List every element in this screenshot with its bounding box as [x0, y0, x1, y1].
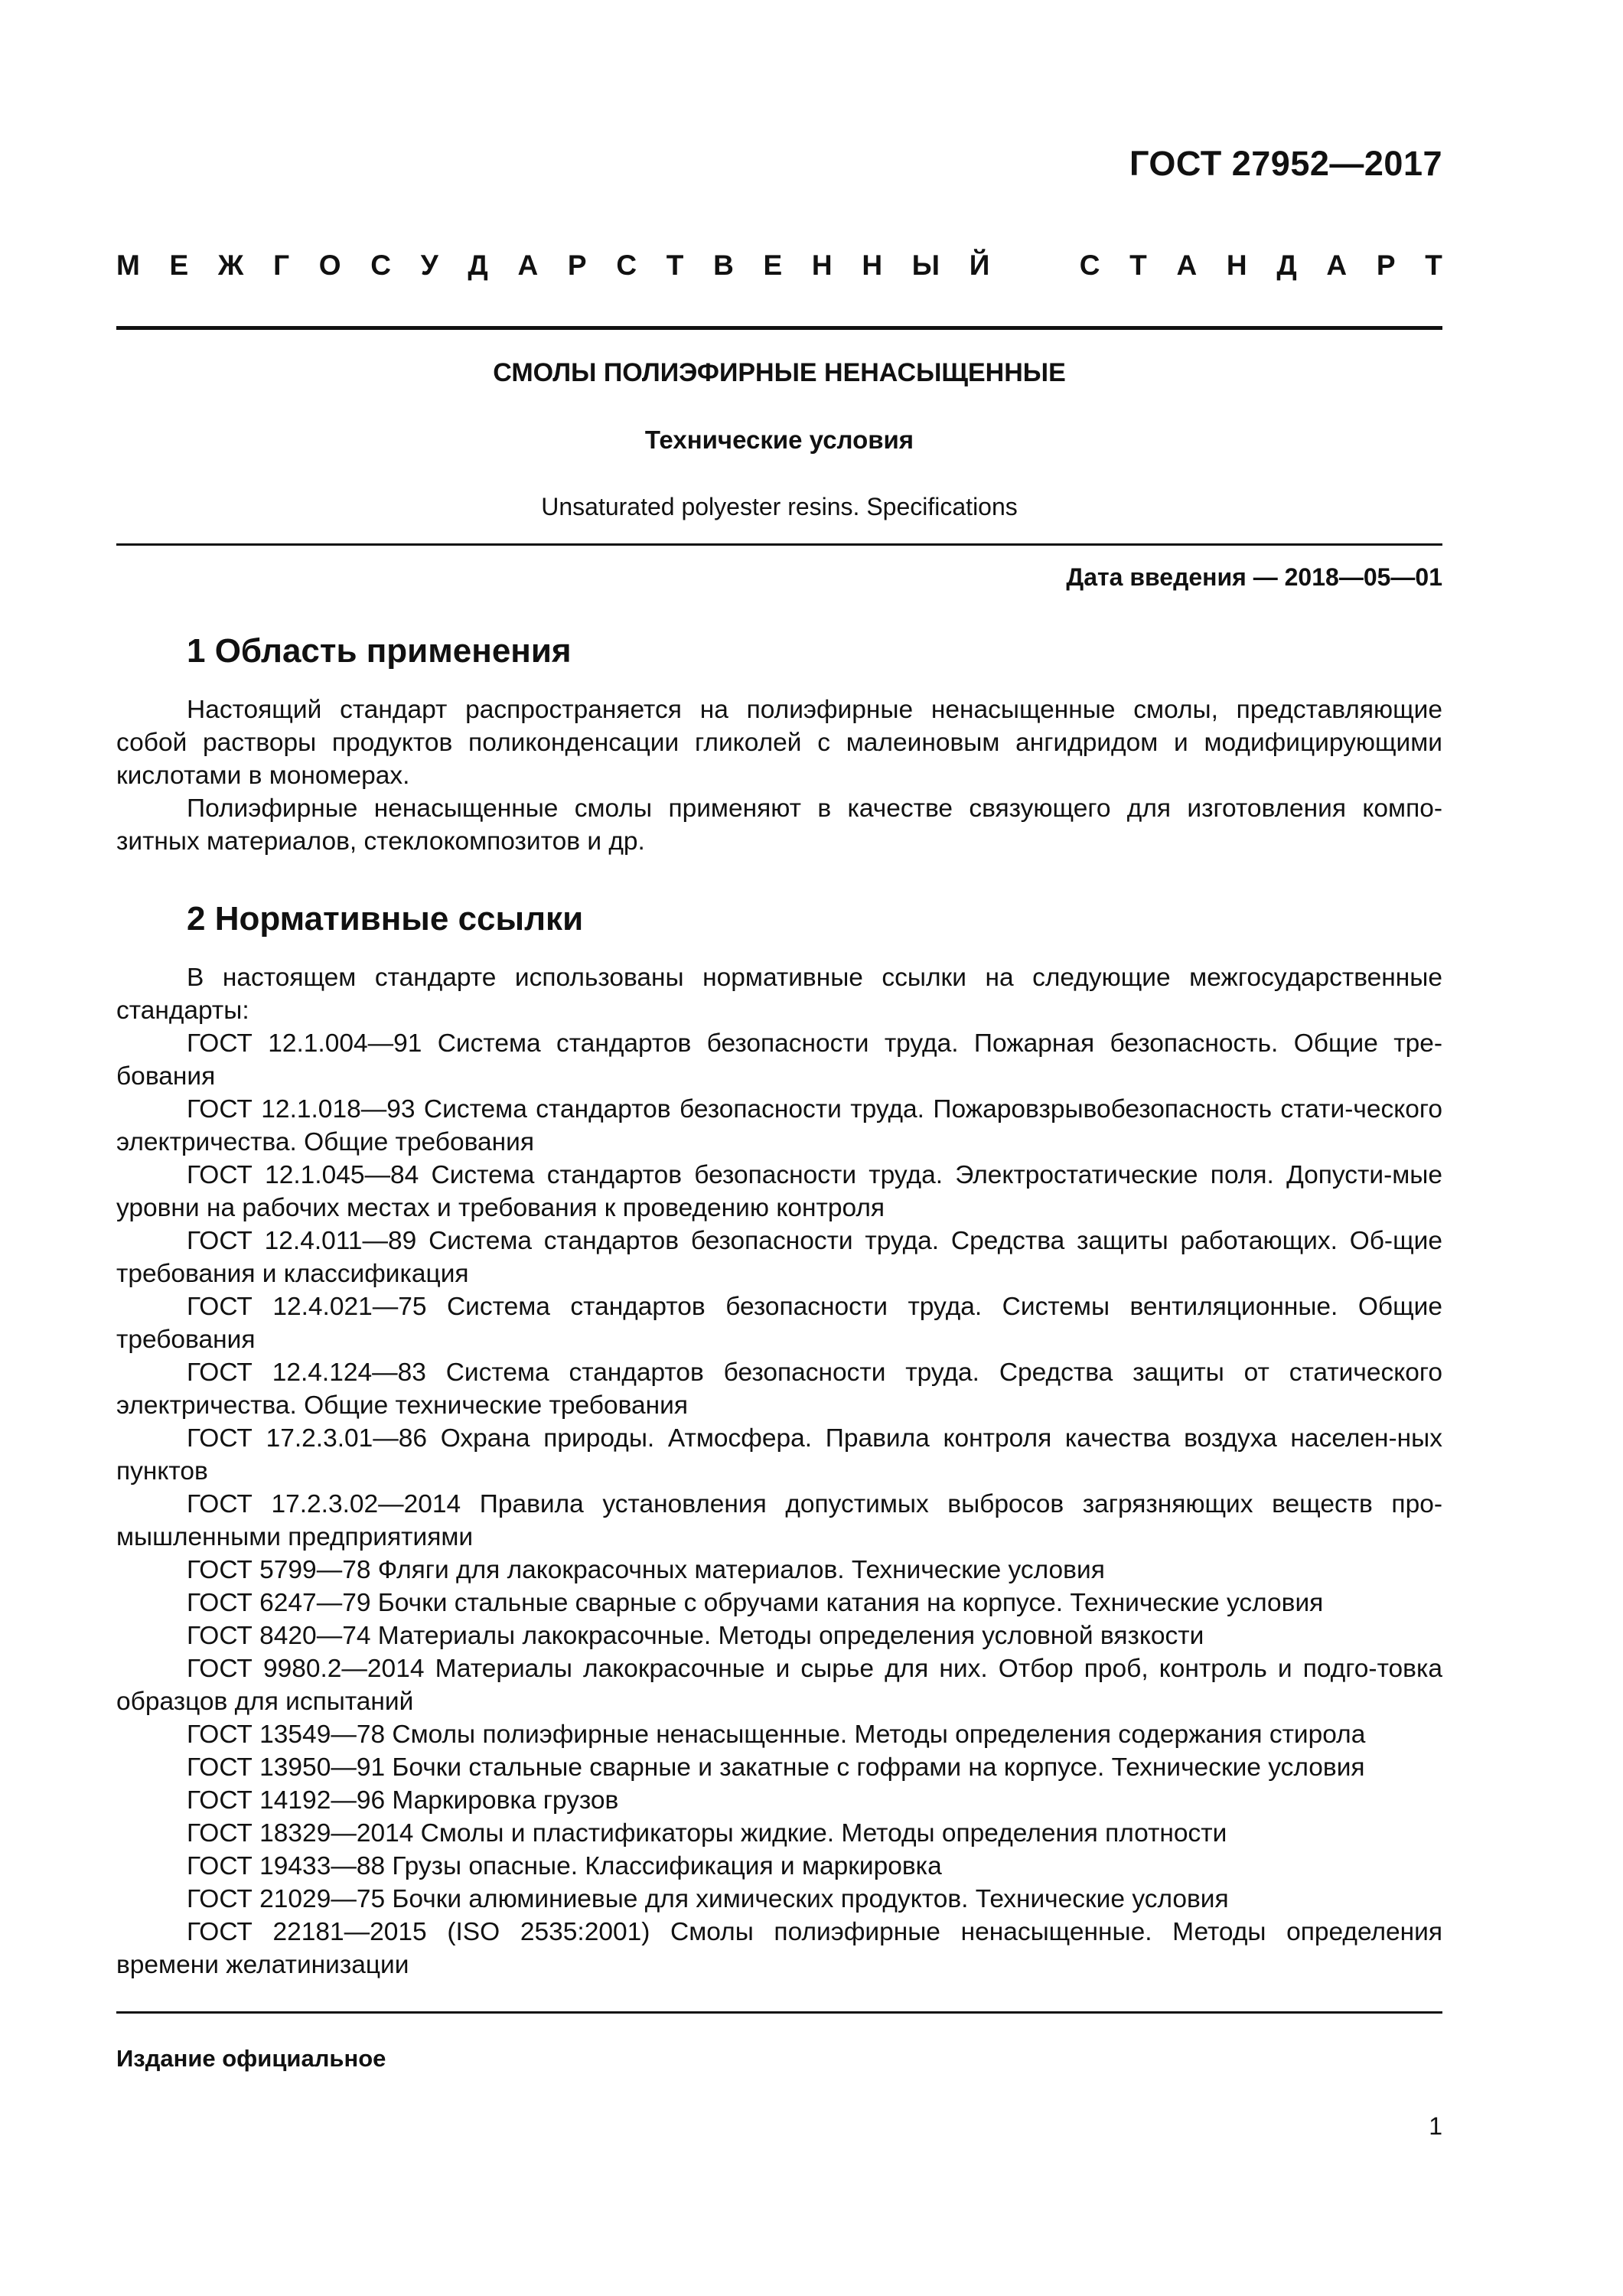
standard-type-heading — [116, 249, 1442, 282]
standard-type-letter: Н — [811, 249, 833, 281]
introduction-date: Дата введения — 2018—05—01 — [1066, 563, 1442, 591]
standard-type-letter: В — [713, 249, 734, 281]
footer-divider — [116, 2011, 1442, 2014]
reference-item: ГОСТ 13950—91 Бочки стальные сварные и закатные с гофрами на корпусе. Технические условия — [187, 1753, 1365, 1782]
reference-item: ГОСТ 12.4.124—83 Система стандартов безопасности труда. Средства защиты от статического электричества. Общие технические требования — [116, 1358, 1442, 1420]
section-2-heading: 2 Нормативные ссылки — [187, 900, 584, 938]
title-divider — [116, 543, 1442, 546]
standard-type-letter: Т — [1129, 249, 1147, 281]
reference-item: ГОСТ 18329—2014 Смолы и пластификаторы жидкие. Методы определения плотности — [187, 1819, 1227, 1848]
paragraph: Настоящий стандарт распространяется на полиэфирные ненасыщенные смолы, представляющие собой растворы продуктов поликонденсации гликолей с малеиновым ангидридом и модифицирующими кислотами в мономерах. — [116, 696, 1442, 790]
standard-type-letter: О — [318, 249, 341, 281]
reference-item: ГОСТ 12.1.045—84 Система стандартов безопасности труда. Электростатические поля. Допусти-мые уровни на рабочих местах и требования к проведению контроля — [116, 1161, 1442, 1222]
standard-type-letter: Р — [1376, 249, 1396, 281]
standard-type-letter: Ж — [217, 249, 244, 281]
reference-item: ГОСТ 12.4.021—75 Система стандартов безопасности труда. Системы вентиляционные. Общие требования — [116, 1293, 1442, 1354]
reference-item: ГОСТ 17.2.3.01—86 Охрана природы. Атмосфера. Правила контроля качества воздуха населен-ных пунктов — [116, 1424, 1442, 1486]
standard-type-letter: У — [420, 249, 438, 281]
paragraph: Полиэфирные ненасыщенные смолы применяют в качестве связующего для изготовления компо-зитных материалов, стеклокомпозитов и др. — [116, 794, 1442, 856]
standard-type-letter: Р — [567, 249, 587, 281]
standard-type-letter: М — [116, 249, 140, 281]
official-edition-label: Издание официальное — [116, 2045, 386, 2072]
section-2-body — [116, 961, 1442, 1981]
section-1-body — [116, 693, 1442, 858]
word-gap — [1019, 249, 1050, 282]
reference-item: ГОСТ 12.1.018—93 Система стандартов безопасности труда. Пожаровзрывобезопасность стати-ческого электричества. Общие требования — [116, 1095, 1442, 1156]
reference-item: ГОСТ 12.1.004—91 Система стандартов безопасности труда. Пожарная безопасность. Общие тре-бования — [116, 1029, 1442, 1091]
reference-item: ГОСТ 21029—75 Бочки алюминиевые для химических продуктов. Технические условия — [187, 1885, 1229, 1913]
document-title: СМОЛЫ ПОЛИЭФИРНЫЕ НЕНАСЫЩЕННЫЕ — [493, 358, 1066, 387]
standard-type-letter: Г — [273, 249, 290, 281]
standard-type-letter: Н — [862, 249, 883, 281]
reference-item: ГОСТ 14192—96 Маркировка грузов — [187, 1786, 619, 1815]
standard-type-letter: А — [517, 249, 539, 281]
gost-code: ГОСТ 27952—2017 — [1129, 144, 1442, 183]
standard-type-letter: С — [370, 249, 391, 281]
standard-type-letter: Д — [468, 249, 488, 281]
reference-item: ГОСТ 6247—79 Бочки стальные сварные с обручами катания на корпусе. Технические условия — [187, 1589, 1324, 1617]
page-number: 1 — [1429, 2112, 1442, 2140]
reference-item: ГОСТ 19433—88 Грузы опасные. Классификация и маркировка — [187, 1852, 942, 1880]
standard-type-letter: С — [616, 249, 637, 281]
reference-item: ГОСТ 5799—78 Фляги для лакокрасочных материалов. Технические условия — [187, 1556, 1105, 1584]
standard-type-letter: Е — [169, 249, 189, 281]
reference-item: ГОСТ 8420—74 Материалы лакокрасочные. Методы определения условной вязкости — [187, 1622, 1204, 1650]
paragraph: В настоящем стандарте использованы нормативные ссылки на следующие межгосударственные стандарты: — [116, 964, 1442, 1025]
standard-type-letter: С — [1079, 249, 1100, 281]
reference-item: ГОСТ 22181—2015 (ISO 2535:2001) Смолы полиэфирные ненасыщенные. Методы определения времени желатинизации — [116, 1918, 1442, 1979]
reference-item: ГОСТ 9980.2—2014 Материалы лакокрасочные и сырье для них. Отбор проб, контроль и подго-товка образцов для испытаний — [116, 1655, 1442, 1716]
document-title-english: Unsaturated polyester resins. Specifications — [541, 493, 1018, 520]
header-divider — [116, 326, 1442, 330]
standard-type-letter: Е — [763, 249, 783, 281]
standard-type-letter: А — [1326, 249, 1348, 281]
reference-item: ГОСТ 17.2.3.02—2014 Правила установления допустимых выбросов загрязняющих веществ про-мышленными предприятиями — [116, 1490, 1442, 1551]
standard-type-letter: А — [1176, 249, 1198, 281]
standard-type-letter: Ы — [911, 249, 940, 281]
document-subtitle: Технические условия — [644, 426, 914, 454]
standard-type-letter: Т — [1425, 249, 1442, 281]
section-1-heading: 1 Область применения — [187, 632, 572, 670]
standard-type-letter: Д — [1276, 249, 1297, 281]
standard-type-letter: Т — [666, 249, 684, 281]
standard-type-letter: Н — [1226, 249, 1247, 281]
reference-item: ГОСТ 13549—78 Смолы полиэфирные ненасыщенные. Методы определения содержания стирола — [187, 1720, 1366, 1749]
standard-type-letter: Й — [969, 249, 990, 281]
reference-item: ГОСТ 12.4.011—89 Система стандартов безопасности труда. Средства защиты работающих. Об-щие требования и классификация — [116, 1227, 1442, 1288]
